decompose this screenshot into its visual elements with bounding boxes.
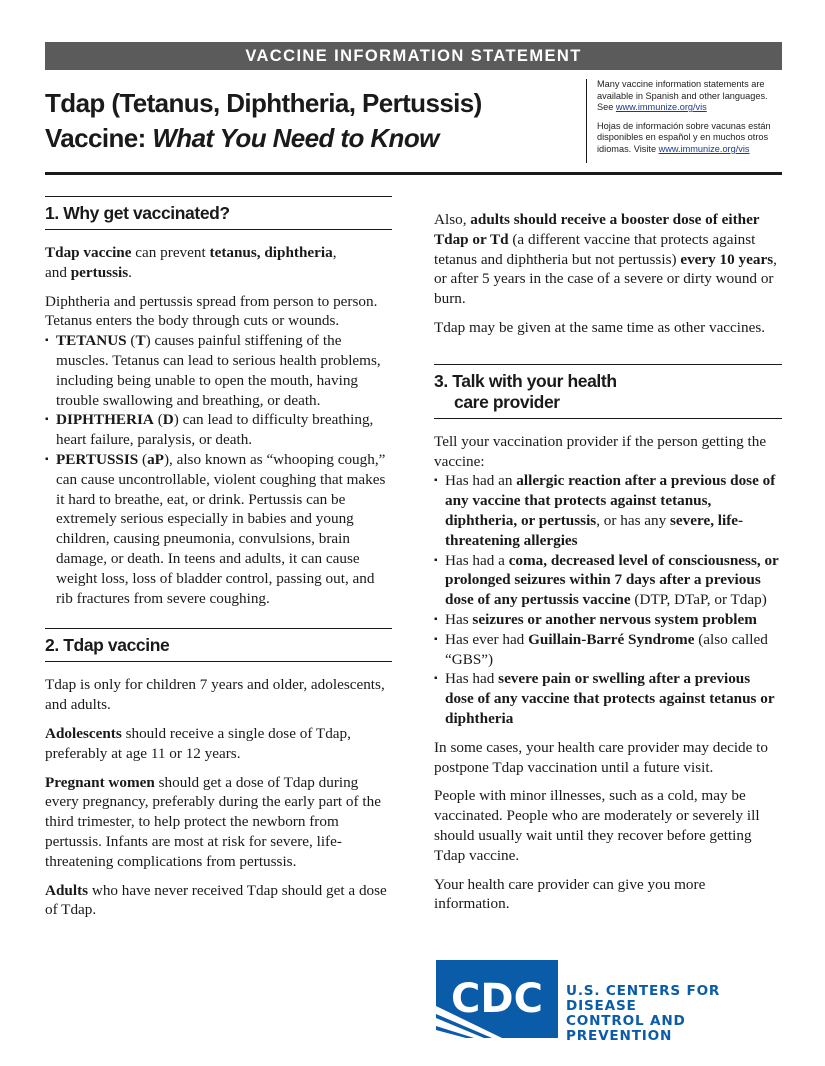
cdc-mark-text: CDC	[451, 976, 543, 1022]
vis-banner: VACCINE INFORMATION STATEMENT	[45, 42, 782, 70]
cdc-name: U.S. CENTERS FOR DISEASE CONTROL AND PREVENTION	[566, 983, 721, 1044]
s1-disease-list	[45, 331, 392, 608]
page-title	[45, 86, 585, 156]
s3-minor-illness: People with minor illnesses, such as a cold, may be vaccinated. People who are moderately or severely ill should usually wait until they recover before getting Tdap vaccine.	[434, 787, 760, 864]
s2-pregnant: Pregnant women should get a dose of Tdap during every pregnancy, preferably during the early part of the third trimester, to help protect the newborn from pertussis. Infants are most at risk for severe, life-threatening complications from pertussis.	[45, 773, 381, 870]
s3-more-info: Your health care provider can give you more information.	[434, 875, 706, 913]
left-column	[45, 196, 392, 929]
s2-booster: Also, adults should receive a booster dose of either Tdap or Td (a different vaccine that protects against tetanus and diphtheria but not pertussis) every 10 years, or after 5 years in the case of a severe or dirty wound or burn.	[434, 211, 777, 308]
list-item-gbs: ▪ Has ever had Guillain-Barré Syndrome (also called “GBS”)	[434, 630, 782, 670]
immunize-link-en[interactable]: www.immunize.org/vis	[615, 102, 707, 113]
list-item-diphtheria: ▪ DIPHTHERIA (D) can lead to difficulty breathing, heart failure, paralysis, or death.	[45, 410, 392, 450]
section-3-heading: 3. Talk with your health care provider	[434, 364, 782, 419]
language-note-spanish: Hojas de información sobre vacunas están disponibles en español y en muchos otros idiomas. Visite www.immunize.org/vis	[597, 120, 771, 154]
cdc-logo	[436, 960, 782, 1044]
section-2-heading: 2. Tdap vaccine	[45, 628, 392, 662]
s2-age: Tdap is only for children 7 years and older, adolescents, and adults.	[45, 676, 385, 714]
list-item-tetanus: ▪ TETANUS (T) causes painful stiffening of the muscles. Tetanus can lead to serious health problems, including being unable to open the mouth, having trouble swallowing and breathing, or death.	[45, 331, 392, 410]
list-item-coma: ▪ Has had a coma, decreased level of consciousness, or prolonged seizures within 7 days after a previous dose of any pertussis vaccine (DTP, DTaP, or Tdap)	[434, 551, 782, 610]
s1-intro: Tdap vaccine can prevent tetanus, diphtheria, and pertussis.	[45, 244, 337, 281]
s3-postpone: In some cases, your health care provider may decide to postpone Tdap vaccination until a future visit.	[434, 738, 768, 776]
cdc-mark-icon	[436, 960, 558, 1038]
list-item-seizures: ▪ Has seizures or another nervous system problem	[434, 610, 782, 630]
title-line-2: Vaccine: What You Need to Know	[45, 123, 439, 153]
s2-coadmin: Tdap may be given at the same time as other vaccines.	[434, 318, 766, 336]
section-1-heading: 1. Why get vaccinated?	[45, 196, 392, 230]
list-item-pain: ▪ Has had severe pain or swelling after a previous dose of any vaccine that protects against tetanus or diphtheria	[434, 669, 782, 728]
language-note	[586, 79, 783, 163]
list-item-pertussis: ▪ PERTUSSIS (aP), also known as “whooping cough,” can cause uncontrollable, violent coughing that makes it hard to breathe, eat, or drink. Pertussis can be extremely serious especially in babies and young children, causing pneumonia, convulsions, brain damage, or death. In teens and adults, it can cause weight loss, loss of bladder control, passing out, and rib fractures from severe coughing.	[45, 450, 392, 608]
s1-spread: Diphtheria and pertussis spread from person to person. Tetanus enters the body through cuts or wounds.	[45, 292, 378, 330]
s2-adolescents: Adolescents should receive a single dose of Tdap, preferably at age 11 or 12 years.	[45, 724, 351, 762]
title-line-1: Tdap (Tetanus, Diphtheria, Pertussis)	[45, 88, 482, 118]
right-column	[434, 210, 782, 923]
s3-condition-list	[434, 471, 782, 728]
s2-adults: Adults who have never received Tdap should get a dose of Tdap.	[45, 881, 387, 919]
header-divider	[45, 172, 782, 175]
language-note-english: Many vaccine information statements are available in Spanish and other languages. See www.immunize.org/vis	[597, 79, 768, 113]
list-item-allergic: ▪ Has had an allergic reaction after a previous dose of any vaccine that protects against tetanus, diphtheria, or pertussis, or has any severe, life-threatening allergies	[434, 471, 782, 550]
immunize-link-es[interactable]: www.immunize.org/vis	[658, 143, 750, 154]
s3-intro: Tell your vaccination provider if the person getting the vaccine:	[434, 432, 767, 470]
